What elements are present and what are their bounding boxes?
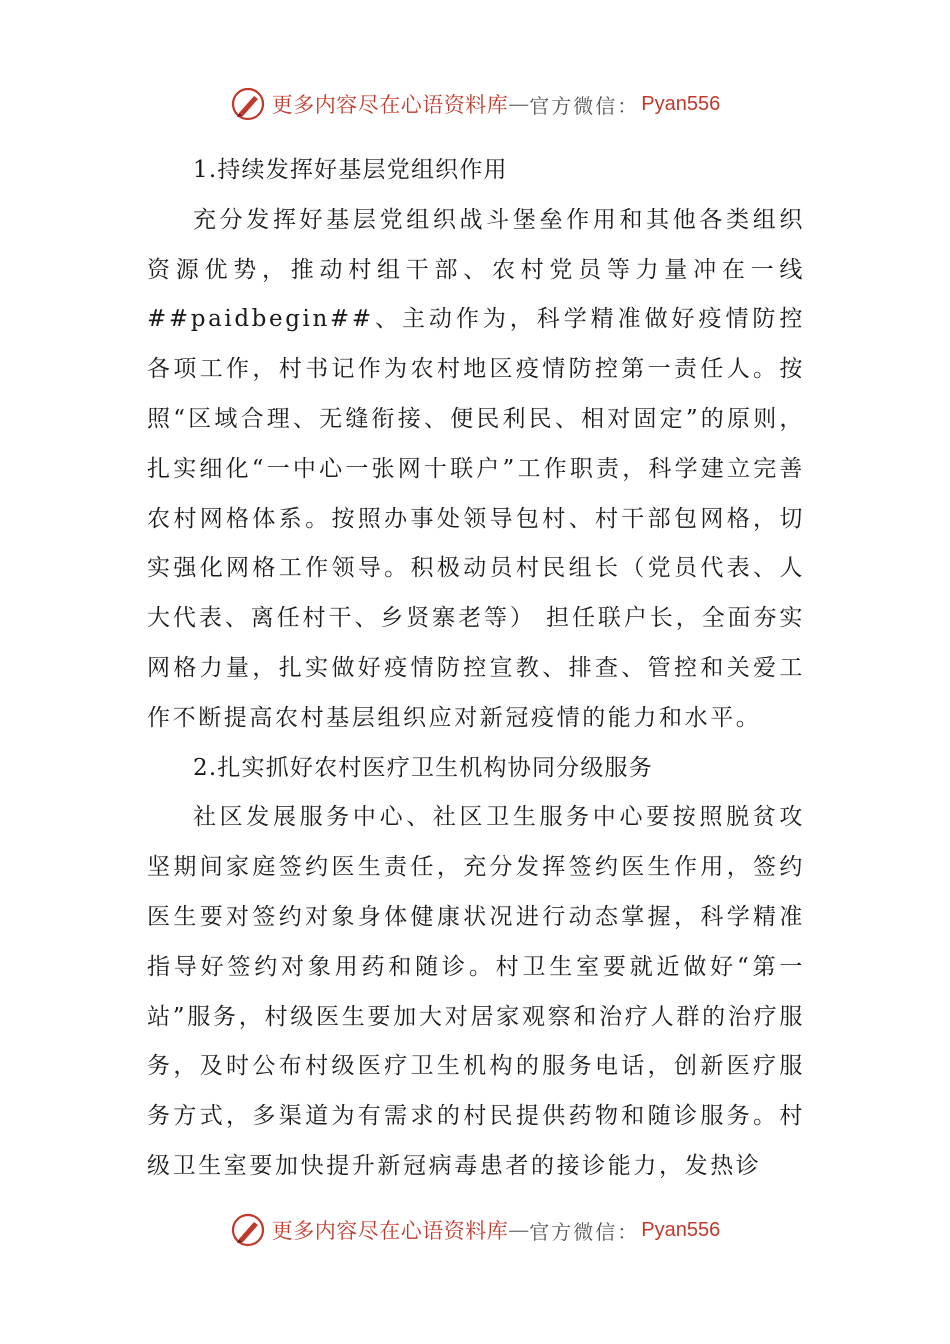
header-banner bbox=[0, 84, 950, 124]
body-paragraph-1: 充分发挥好基层党组织战斗堡垒作用和其他各类组织资源优势，推动村组干部、农村党员等力量冲在一线##paidbegin##、主动作为，科学精准做好疫情防控各项工作，村书记作为农村地区疫情防控第一责任人。按照“区域合理、无缝衔接、便民利民、相对固定”的原则，扎实细化“一中心一张网十联户”工作职责，科学建立完善农村网格体系。按照办事处领导包村、村干部包网格，切实强化网格工作领导。积极动员村民组长（党员代表、人大代表、离任村干、乡贤寨老等） 担任联户长，全面夯实网格力量，扎实做好疫情防控宣教、排查、管控和关爱工作不断提高农村基层组织应对新冠疫情的能力和水平。 bbox=[147, 206, 805, 731]
banner-label: 官方微信： bbox=[529, 1219, 640, 1244]
banner-label: 官方微信： bbox=[529, 93, 640, 118]
section-heading-1: 1.持续发挥好基层党组织作用 bbox=[193, 157, 508, 183]
banner-wechat-id: Pyan556 bbox=[641, 1218, 721, 1241]
banner-dash: — bbox=[508, 92, 530, 116]
banner-text: 更多内容尽在心语资料库 bbox=[271, 1219, 509, 1243]
banner-dash: — bbox=[508, 1218, 530, 1242]
document-body bbox=[147, 146, 805, 1192]
pen-logo-icon bbox=[230, 1212, 266, 1248]
banner-wechat-id: Pyan556 bbox=[641, 92, 721, 115]
banner-text: 更多内容尽在心语资料库 bbox=[271, 93, 509, 117]
pen-logo-icon bbox=[230, 86, 266, 122]
body-paragraph-2: 社区发展服务中心、社区卫生服务中心要按照脱贫攻坚期间家庭签约医生责任，充分发挥签约医生作用，签约医生要对签约对象身体健康状况进行动态掌握，科学精准指导好签约对象用药和随诊。村卫生室要就近做好“第一站”服务，村级医生要加大对居家观察和治疗人群的治疗服务，及时公布村级医疗卫生机构的服务电话，创新医疗服务方式，多渠道为有需求的村民提供药物和随诊服务。村级卫生室要加快提升新冠病毒患者的接诊能力，发热诊 bbox=[147, 804, 805, 1179]
footer-banner bbox=[0, 1210, 950, 1250]
section-heading-2: 2.扎实抓好农村医疗卫生机构协同分级服务 bbox=[193, 754, 653, 781]
